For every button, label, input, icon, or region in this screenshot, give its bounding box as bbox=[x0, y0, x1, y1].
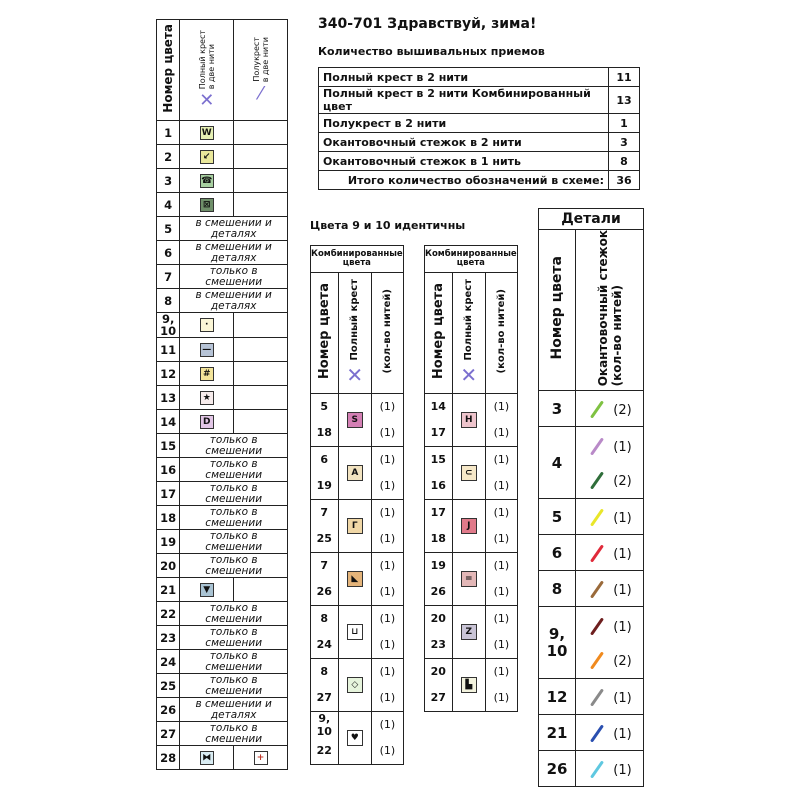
summary-label: Окантовочный стежок в 2 нити bbox=[319, 133, 609, 152]
details-threads: (1) bbox=[613, 762, 632, 778]
color-note: только в смешении bbox=[180, 482, 288, 506]
color-row bbox=[157, 145, 288, 169]
details-table bbox=[538, 208, 644, 787]
color-row bbox=[157, 602, 288, 626]
details-color-number: 3 bbox=[539, 391, 576, 427]
stitch-symbol: ⧓ bbox=[200, 751, 214, 765]
details-threads: (1) bbox=[613, 439, 632, 455]
color-note: только в смешении bbox=[180, 506, 288, 530]
color-number: 1 bbox=[157, 121, 180, 145]
stitch-symbol: ☎ bbox=[201, 175, 213, 186]
color-number: 22 bbox=[157, 602, 180, 626]
stitch-line bbox=[590, 580, 604, 598]
color-number: 8 bbox=[157, 289, 180, 313]
combined-color-b: 26 bbox=[316, 585, 332, 598]
half-cross-cell bbox=[234, 578, 288, 602]
combined-table-1 bbox=[310, 245, 404, 765]
half-cross-cell bbox=[234, 313, 288, 338]
combined-symbol: ◣ bbox=[347, 571, 363, 587]
color-row bbox=[157, 193, 288, 217]
summary-value: 11 bbox=[609, 68, 640, 87]
col-full-label: Полный крест bbox=[197, 29, 207, 90]
details-row bbox=[539, 391, 644, 427]
combined-symbol: J bbox=[461, 518, 477, 534]
details-threads: (1) bbox=[613, 619, 632, 635]
details-color-number: 26 bbox=[539, 751, 576, 787]
stitch-symbol: — bbox=[200, 343, 214, 357]
color-number: 27 bbox=[157, 722, 180, 746]
combined-row bbox=[311, 500, 404, 553]
combined-symbol: Г bbox=[347, 518, 363, 534]
combined-row bbox=[425, 553, 518, 606]
color-note: только в смешении bbox=[180, 265, 288, 289]
color-row bbox=[157, 530, 288, 554]
summary-label: Полный крест в 2 нити Комбинированный цвет bbox=[319, 87, 609, 114]
combined-threads-a: (1) bbox=[493, 559, 510, 572]
summary-row bbox=[319, 68, 640, 87]
combined-threads-b: (1) bbox=[493, 479, 510, 492]
color-row bbox=[157, 169, 288, 193]
combined-color-a: 8 bbox=[320, 665, 329, 678]
color-number: 15 bbox=[157, 434, 180, 458]
combined-symbol: A bbox=[347, 465, 363, 481]
summary-row bbox=[319, 87, 640, 114]
stitch-line bbox=[590, 400, 604, 418]
combined-color-b: 19 bbox=[316, 479, 332, 492]
color-note: только в смешении bbox=[180, 602, 288, 626]
details-row bbox=[539, 499, 644, 535]
combined-threads-b: (1) bbox=[493, 585, 510, 598]
details-col-number: Номер цвета bbox=[549, 256, 565, 360]
stitch-symbol: ⊠ bbox=[200, 198, 214, 212]
half-cross-cell bbox=[234, 169, 288, 193]
combined-threads-b: (1) bbox=[493, 691, 510, 704]
color-row bbox=[157, 338, 288, 362]
color-note: только в смешении bbox=[180, 722, 288, 746]
details-threads: (1) bbox=[613, 510, 632, 526]
combined-color-b: 27 bbox=[430, 691, 446, 704]
color-row bbox=[157, 217, 288, 241]
details-threads: (1) bbox=[613, 726, 632, 742]
summary-row bbox=[319, 133, 640, 152]
details-color-number: 4 bbox=[539, 427, 576, 499]
half-cross-cell bbox=[234, 410, 288, 434]
combined-threads-b: (1) bbox=[493, 426, 510, 439]
color-note: только в смешении bbox=[180, 650, 288, 674]
color-note: в смешении и деталях bbox=[180, 289, 288, 313]
combined-symbol: ◇ bbox=[347, 677, 363, 693]
details-color-number: 9, 10 bbox=[539, 607, 576, 679]
combined-color-a: 6 bbox=[320, 453, 329, 466]
color-number: 20 bbox=[157, 554, 180, 578]
page-title: 340-701 Здравствуй, зима! bbox=[318, 16, 537, 32]
stitch-line bbox=[590, 651, 604, 669]
combined-color-a: 7 bbox=[320, 506, 329, 519]
combined-color-a: 5 bbox=[320, 400, 329, 413]
col-half-label: Полукрест bbox=[251, 37, 261, 83]
combined-row bbox=[425, 606, 518, 659]
combined-row bbox=[311, 394, 404, 447]
full-cross-cell bbox=[180, 362, 234, 386]
combined-color-b: 18 bbox=[430, 532, 446, 545]
combined-col-full: Полный крест bbox=[349, 278, 361, 361]
full-cross-cell bbox=[180, 338, 234, 362]
combined-threads-b: (1) bbox=[379, 479, 396, 492]
details-row bbox=[539, 679, 644, 715]
combined-color-a: 15 bbox=[430, 453, 446, 466]
combined-color-b: 22 bbox=[316, 744, 332, 757]
combined-color-b: 24 bbox=[316, 638, 332, 651]
color-number: 2 bbox=[157, 145, 180, 169]
color-row bbox=[157, 386, 288, 410]
combined-row bbox=[311, 659, 404, 712]
color-key-table bbox=[156, 19, 288, 770]
combined-color-b: 26 bbox=[430, 585, 446, 598]
combined-threads-a: (1) bbox=[493, 453, 510, 466]
color-number: 5 bbox=[157, 217, 180, 241]
color-row bbox=[157, 121, 288, 145]
color-row bbox=[157, 554, 288, 578]
cross-icon: ✕ bbox=[199, 90, 215, 112]
color-number: 7 bbox=[157, 265, 180, 289]
stitch-symbol: D bbox=[200, 415, 214, 429]
combined-color-b: 23 bbox=[430, 638, 446, 651]
combined-col-threads: (кол-во нитей) bbox=[495, 289, 507, 374]
combined-symbol: ▙ bbox=[461, 677, 477, 693]
combined-threads-a: (1) bbox=[379, 559, 396, 572]
combined-row bbox=[311, 606, 404, 659]
summary-total-value: 36 bbox=[609, 171, 640, 190]
summary-heading: Количество вышивальных приемов bbox=[318, 45, 545, 58]
combined-threads-b: (1) bbox=[493, 532, 510, 545]
stitch-line bbox=[590, 508, 604, 526]
color-row bbox=[157, 289, 288, 313]
details-color-number: 5 bbox=[539, 499, 576, 535]
full-cross-cell bbox=[180, 169, 234, 193]
combined-symbol: Z bbox=[461, 624, 477, 640]
color-row bbox=[157, 674, 288, 698]
combined-col-number: Номер цвета bbox=[430, 283, 446, 380]
color-row bbox=[157, 578, 288, 602]
combined-color-a: 9, 10 bbox=[316, 712, 332, 738]
color-note: в смешении и деталях bbox=[180, 217, 288, 241]
details-col-stitch: Окантовочный стежок bbox=[595, 230, 610, 387]
combined-threads-b: (1) bbox=[493, 638, 510, 651]
combined-threads-a: (1) bbox=[379, 718, 396, 731]
details-threads: (1) bbox=[613, 582, 632, 598]
details-row bbox=[539, 571, 644, 607]
combined-row bbox=[425, 659, 518, 712]
details-color-number: 21 bbox=[539, 715, 576, 751]
summary-table bbox=[318, 67, 640, 190]
combined-color-a: 20 bbox=[430, 612, 446, 625]
details-col-threads: (кол-во нитей) bbox=[609, 284, 624, 387]
details-color-number: 12 bbox=[539, 679, 576, 715]
color-row bbox=[157, 650, 288, 674]
half-cross-cell bbox=[234, 145, 288, 169]
combined-threads-b: (1) bbox=[379, 638, 396, 651]
combined-row bbox=[311, 553, 404, 606]
color-row bbox=[157, 265, 288, 289]
color-number: 18 bbox=[157, 506, 180, 530]
full-cross-cell bbox=[180, 145, 234, 169]
color-number: 17 bbox=[157, 482, 180, 506]
color-row bbox=[157, 410, 288, 434]
cross-icon: ✕ bbox=[346, 363, 364, 388]
half-cross-cell bbox=[234, 386, 288, 410]
summary-total-row bbox=[319, 171, 640, 190]
combined-symbol: ⊔ bbox=[347, 624, 363, 640]
combined-threads-a: (1) bbox=[379, 400, 396, 413]
half-stitch-symbol: + bbox=[254, 751, 268, 765]
full-cross-cell bbox=[180, 578, 234, 602]
stitch-line bbox=[590, 617, 604, 635]
color-number: 13 bbox=[157, 386, 180, 410]
combined-color-a: 8 bbox=[320, 612, 329, 625]
combined-color-b: 27 bbox=[316, 691, 332, 704]
color-note: только в смешении bbox=[180, 674, 288, 698]
color-note: только в смешении bbox=[180, 458, 288, 482]
combined-threads-a: (1) bbox=[493, 400, 510, 413]
details-color-number: 6 bbox=[539, 535, 576, 571]
combined-threads-b: (1) bbox=[379, 744, 396, 757]
color-number: 23 bbox=[157, 626, 180, 650]
combined-threads-a: (1) bbox=[493, 665, 510, 678]
color-row bbox=[157, 482, 288, 506]
full-cross-cell bbox=[180, 386, 234, 410]
color-number: 28 bbox=[157, 746, 180, 770]
color-row bbox=[157, 722, 288, 746]
combined-symbol: ♥ bbox=[347, 730, 363, 746]
color-row bbox=[157, 506, 288, 530]
full-cross-cell bbox=[180, 121, 234, 145]
header-row bbox=[157, 20, 288, 121]
summary-label: Полукрест в 2 нити bbox=[319, 114, 609, 133]
color-number: 3 bbox=[157, 169, 180, 193]
color-row bbox=[157, 458, 288, 482]
stitch-symbol: ▼ bbox=[200, 583, 214, 597]
stitch-line bbox=[590, 437, 604, 455]
color-note: только в смешении bbox=[180, 434, 288, 458]
combined-threads-a: (1) bbox=[379, 612, 396, 625]
color-number: 24 bbox=[157, 650, 180, 674]
note-identical: Цвета 9 и 10 идентичны bbox=[310, 219, 466, 232]
stitch-symbol: ↙ bbox=[200, 150, 214, 164]
combined-row bbox=[311, 712, 404, 765]
half-stitch-icon: ⁄ bbox=[259, 83, 263, 105]
details-threads: (1) bbox=[613, 690, 632, 706]
stitch-line bbox=[590, 760, 604, 778]
combined-row bbox=[425, 394, 518, 447]
stitch-line bbox=[590, 471, 604, 489]
combined-color-b: 16 bbox=[430, 479, 446, 492]
stitch-symbol: W bbox=[200, 126, 214, 140]
full-cross-cell bbox=[180, 193, 234, 217]
summary-total-label: Итого количество обозначений в схеме: bbox=[319, 171, 609, 190]
color-row bbox=[157, 241, 288, 265]
details-row bbox=[539, 535, 644, 571]
col-half-sub: в две нити bbox=[260, 36, 270, 83]
combined-threads-b: (1) bbox=[379, 426, 396, 439]
summary-value: 1 bbox=[609, 114, 640, 133]
details-row bbox=[539, 427, 644, 499]
combined-color-a: 14 bbox=[430, 400, 446, 413]
color-number: 14 bbox=[157, 410, 180, 434]
combined-col-full: Полный крест bbox=[463, 278, 475, 361]
color-row bbox=[157, 746, 288, 770]
combined-color-b: 25 bbox=[316, 532, 332, 545]
summary-value: 8 bbox=[609, 152, 640, 171]
color-note: только в смешении bbox=[180, 530, 288, 554]
half-cross-cell bbox=[234, 193, 288, 217]
half-cross-cell bbox=[234, 121, 288, 145]
half-cross-cell bbox=[234, 338, 288, 362]
stitch-symbol: · bbox=[200, 318, 214, 332]
color-note: в смешении и деталях bbox=[180, 241, 288, 265]
stitch-symbol: # bbox=[200, 367, 214, 381]
details-color-number: 8 bbox=[539, 571, 576, 607]
color-note: только в смешении bbox=[180, 554, 288, 578]
stitch-line bbox=[590, 544, 604, 562]
color-number: 11 bbox=[157, 338, 180, 362]
color-number: 19 bbox=[157, 530, 180, 554]
combined-row bbox=[425, 447, 518, 500]
color-number: 12 bbox=[157, 362, 180, 386]
color-note: в смешении и деталях bbox=[180, 698, 288, 722]
details-row bbox=[539, 715, 644, 751]
full-cross-cell bbox=[180, 410, 234, 434]
color-number: 25 bbox=[157, 674, 180, 698]
summary-value: 3 bbox=[609, 133, 640, 152]
details-threads: (1) bbox=[613, 546, 632, 562]
combined-threads-b: (1) bbox=[379, 691, 396, 704]
full-cross-cell bbox=[180, 313, 234, 338]
combined-symbol: ⊂ bbox=[461, 465, 477, 481]
half-cross-cell bbox=[234, 362, 288, 386]
color-number: 9, 10 bbox=[157, 313, 180, 338]
summary-label: Полный крест в 2 нити bbox=[319, 68, 609, 87]
summary-label: Окантовочный стежок в 1 нить bbox=[319, 152, 609, 171]
combined-color-a: 19 bbox=[430, 559, 446, 572]
color-number: 21 bbox=[157, 578, 180, 602]
combined-caption: Комбинированные цвета bbox=[311, 246, 404, 273]
summary-row bbox=[319, 152, 640, 171]
combined-color-a: 7 bbox=[320, 559, 329, 572]
stitch-symbol: ★ bbox=[200, 391, 214, 405]
color-number: 4 bbox=[157, 193, 180, 217]
combined-col-threads: (кол-во нитей) bbox=[381, 289, 393, 374]
color-number: 16 bbox=[157, 458, 180, 482]
combined-color-b: 18 bbox=[316, 426, 332, 439]
color-row bbox=[157, 626, 288, 650]
combined-table-2 bbox=[424, 245, 518, 712]
cross-icon: ✕ bbox=[460, 363, 478, 388]
stitch-line bbox=[590, 724, 604, 742]
details-threads: (2) bbox=[613, 402, 632, 418]
color-row bbox=[157, 434, 288, 458]
combined-threads-a: (1) bbox=[493, 506, 510, 519]
combined-col-number: Номер цвета bbox=[316, 283, 332, 380]
combined-threads-b: (1) bbox=[379, 532, 396, 545]
color-number: 26 bbox=[157, 698, 180, 722]
combined-threads-a: (1) bbox=[379, 665, 396, 678]
half-cross-cell bbox=[234, 746, 288, 770]
combined-row bbox=[425, 500, 518, 553]
color-row bbox=[157, 313, 288, 338]
details-threads: (2) bbox=[613, 653, 632, 669]
combined-symbol: = bbox=[461, 571, 477, 587]
color-row bbox=[157, 362, 288, 386]
combined-color-a: 17 bbox=[430, 506, 446, 519]
summary-value: 13 bbox=[609, 87, 640, 114]
combined-threads-a: (1) bbox=[379, 453, 396, 466]
color-note: только в смешении bbox=[180, 626, 288, 650]
color-number: 6 bbox=[157, 241, 180, 265]
combined-symbol: S bbox=[347, 412, 363, 428]
color-row bbox=[157, 698, 288, 722]
details-title: Детали bbox=[539, 209, 644, 230]
full-cross-cell bbox=[180, 746, 234, 770]
details-row bbox=[539, 751, 644, 787]
col-full-sub: в две нити bbox=[206, 43, 216, 90]
col-number-label: Номер цвета bbox=[161, 24, 176, 113]
combined-row bbox=[311, 447, 404, 500]
details-row bbox=[539, 607, 644, 679]
combined-threads-b: (1) bbox=[379, 585, 396, 598]
combined-symbol: H bbox=[461, 412, 477, 428]
details-threads: (2) bbox=[613, 473, 632, 489]
combined-threads-a: (1) bbox=[493, 612, 510, 625]
combined-caption: Комбинированные цвета bbox=[425, 246, 518, 273]
summary-row bbox=[319, 114, 640, 133]
combined-color-a: 20 bbox=[430, 665, 446, 678]
stitch-line bbox=[590, 688, 604, 706]
combined-color-b: 17 bbox=[430, 426, 446, 439]
combined-threads-a: (1) bbox=[379, 506, 396, 519]
